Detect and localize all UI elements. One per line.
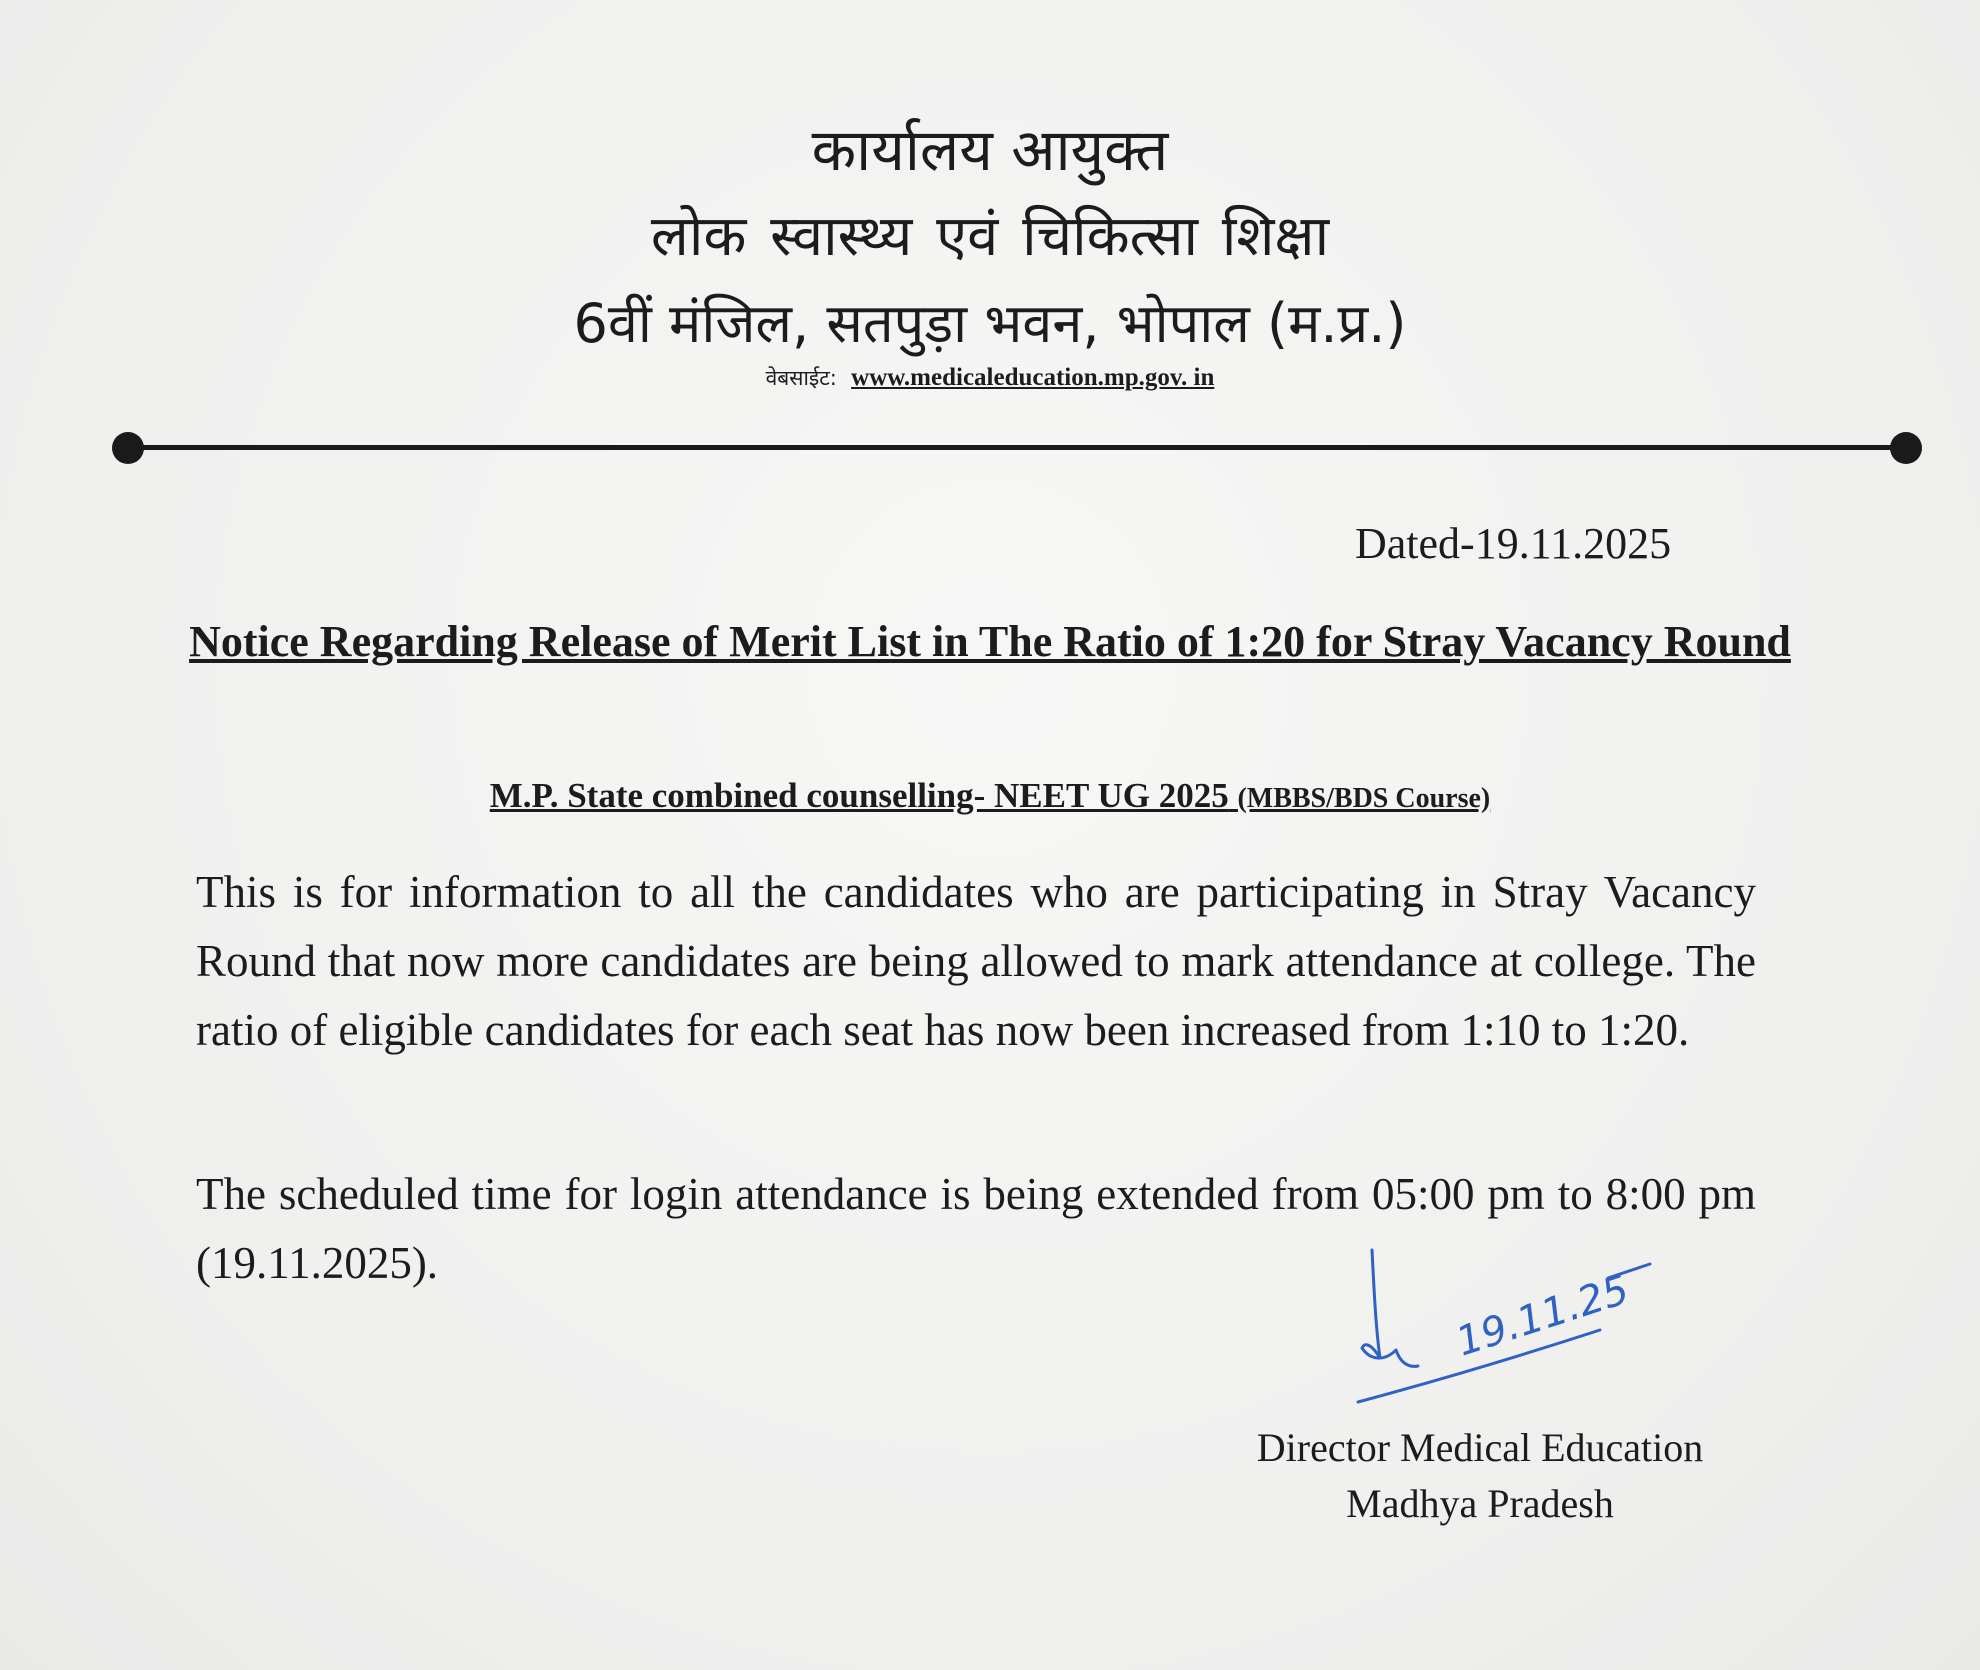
- signature-stroke: [1362, 1250, 1418, 1366]
- notice-date: Dated-19.11.2025: [1355, 519, 1672, 568]
- signatory-state: Madhya Pradesh: [1346, 1481, 1614, 1526]
- website-line: [0, 364, 1980, 392]
- body-paragraph-2: The scheduled time for login attendance is being extended from 05:00 pm to 8:00 pm (19.11.2025).: [196, 1169, 1756, 1288]
- signatory-block: [1180, 1420, 1780, 1532]
- subtitle-main: M.P. State combined counselling- NEET UG 2025: [489, 776, 1229, 815]
- signature-mark: [1350, 1230, 1670, 1420]
- website-label: वेबसाईट:: [765, 366, 837, 390]
- notice-subtitle: [0, 776, 1980, 816]
- website-link[interactable]: www.medicaleducation.mp.gov. in: [851, 364, 1215, 391]
- notice-title: Notice Regarding Release of Merit List in The Ratio of 1:20 for Stray Vacancy Round: [189, 617, 1791, 666]
- signatory-designation: Director Medical Education: [1256, 1425, 1704, 1470]
- department-name: लोक स्वास्थ्य एवं चिकित्सा शिक्षा: [650, 204, 1330, 269]
- subtitle-course: (MBBS/BDS Course): [1237, 783, 1491, 814]
- divider-dot-left: [112, 432, 144, 464]
- office-address: 6वीं मंजिल, सतपुड़ा भवन, भोपाल (म.प्र.): [573, 292, 1407, 355]
- office-name: कार्यालय आयुक्त: [811, 116, 1169, 184]
- divider-dot-right: [1890, 432, 1922, 464]
- header-divider: [118, 445, 1916, 450]
- body-paragraph-1: This is for information to all the candidates who are participating in Stray Vacancy Round that now more candidates are being allowed to mark attendance at college. The ratio of eligible candidates for each seat has now been increased from 1:10 to 1:20.: [196, 867, 1756, 1055]
- signature-date: 19.11.25: [1450, 1266, 1635, 1366]
